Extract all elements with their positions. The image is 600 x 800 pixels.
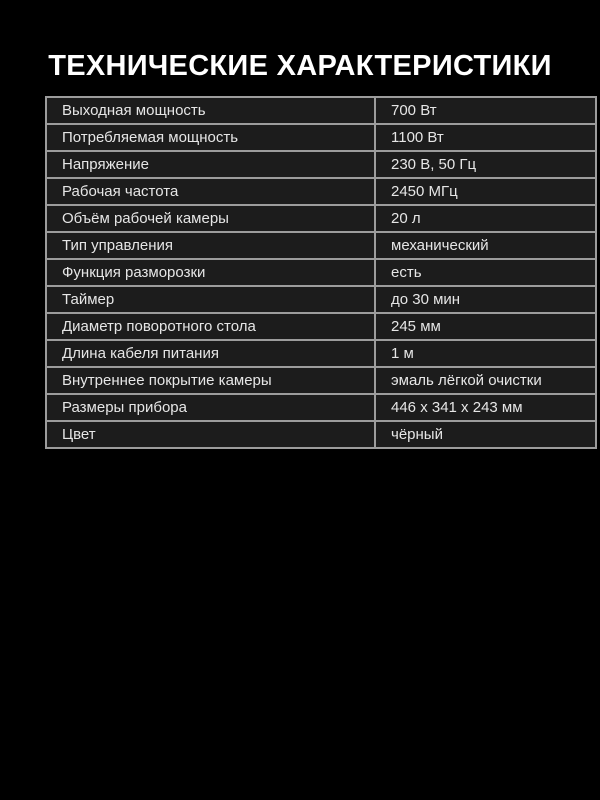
spec-value-cell: 1100 Вт: [375, 124, 596, 151]
spec-row: [46, 205, 596, 232]
spec-value-cell: до 30 мин: [375, 286, 596, 313]
spec-row: [46, 124, 596, 151]
spec-name-cell: Внутреннее покрытие камеры: [46, 367, 375, 394]
spec-row: [46, 259, 596, 286]
spec-row: [46, 97, 596, 124]
spec-row: [46, 286, 596, 313]
spec-row: [46, 367, 596, 394]
spec-value-cell: чёрный: [375, 421, 596, 448]
spec-value-cell: 700 Вт: [375, 97, 596, 124]
spec-row: [46, 178, 596, 205]
spec-value-cell: 245 мм: [375, 313, 596, 340]
spec-value-cell: механический: [375, 232, 596, 259]
spec-name-cell: Длина кабеля питания: [46, 340, 375, 367]
spec-row: [46, 394, 596, 421]
spec-value-cell: 20 л: [375, 205, 596, 232]
spec-row: [46, 232, 596, 259]
spec-value-cell: эмаль лёгкой очистки: [375, 367, 596, 394]
spec-name-cell: Напряжение: [46, 151, 375, 178]
spec-row: [46, 421, 596, 448]
spec-table: [45, 96, 597, 449]
spec-table-body: [46, 97, 596, 448]
spec-name-cell: Выходная мощность: [46, 97, 375, 124]
spec-row: [46, 340, 596, 367]
spec-value-cell: 1 м: [375, 340, 596, 367]
spec-name-cell: Размеры прибора: [46, 394, 375, 421]
spec-name-cell: Диаметр поворотного стола: [46, 313, 375, 340]
spec-name-cell: Рабочая частота: [46, 178, 375, 205]
spec-value-cell: есть: [375, 259, 596, 286]
spec-value-cell: 446 x 341 x 243 мм: [375, 394, 596, 421]
spec-name-cell: Цвет: [46, 421, 375, 448]
spec-name-cell: Объём рабочей камеры: [46, 205, 375, 232]
spec-row: [46, 313, 596, 340]
spec-name-cell: Потребляемая мощность: [46, 124, 375, 151]
spec-value-cell: 2450 МГц: [375, 178, 596, 205]
page-title: ТЕХНИЧЕСКИЕ ХАРАКТЕРИСТИКИ: [48, 50, 552, 83]
spec-name-cell: Функция разморозки: [46, 259, 375, 286]
spec-value-cell: 230 В, 50 Гц: [375, 151, 596, 178]
spec-name-cell: Таймер: [46, 286, 375, 313]
spec-name-cell: Тип управления: [46, 232, 375, 259]
spec-row: [46, 151, 596, 178]
